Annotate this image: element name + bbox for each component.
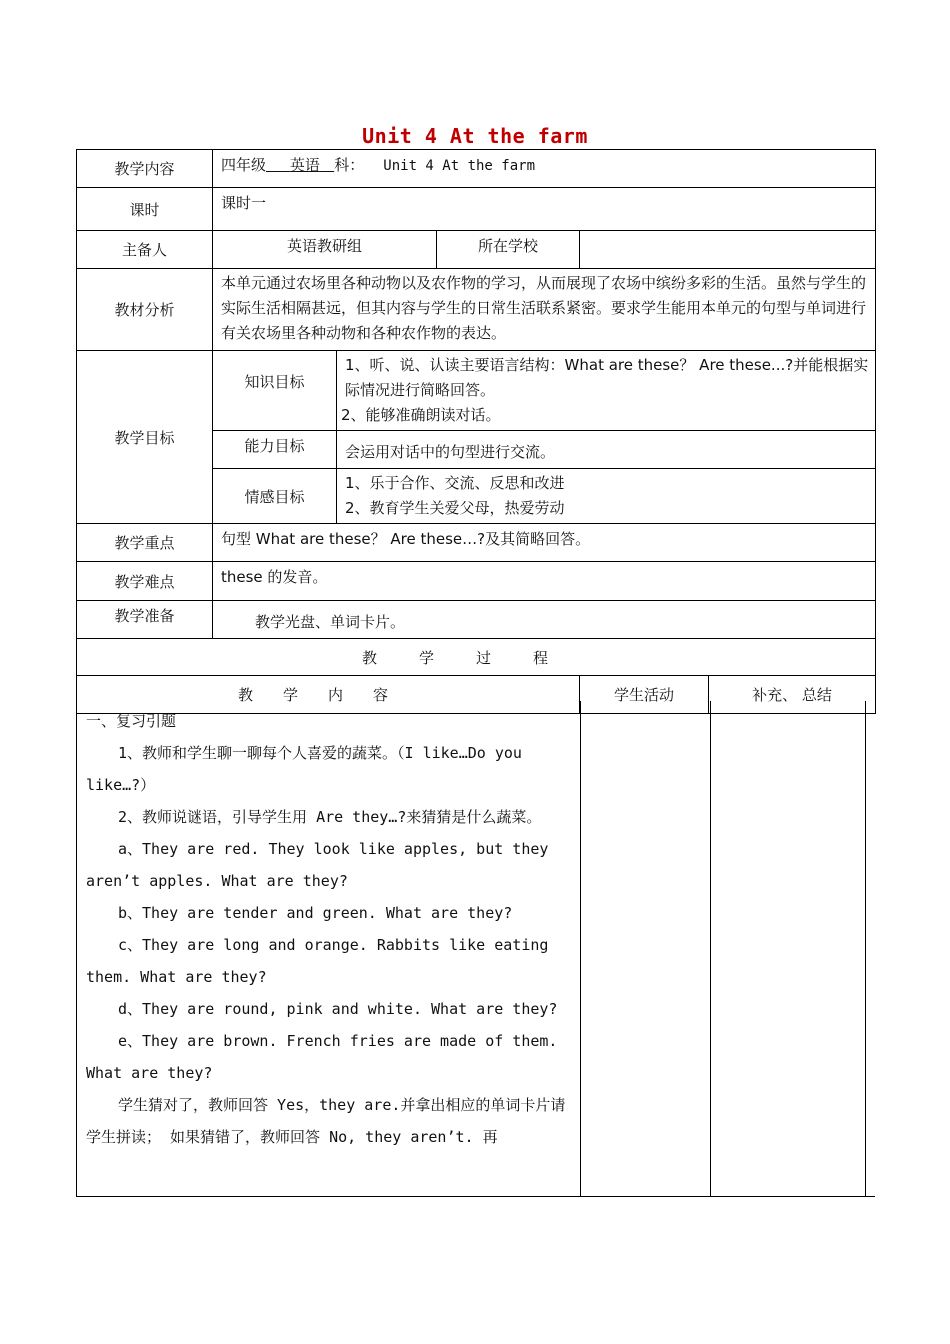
step-1: 1、教师和学生聊一聊每个人喜爱的蔬菜。（I like…Do you like…?） <box>86 744 522 794</box>
preparer-value: 英语教研组 <box>213 231 437 269</box>
focus-text: 句型 What are these？ Are these…?及其简略回答。 <box>213 524 876 562</box>
row-prep <box>77 601 876 639</box>
analysis-text: 本单元通过农场里各种动物以及农作物的学习，从而展现了农场中缤纷多彩的生活。虽然与学生的实际生活相隔甚远，但其内容与学生的日常生活联系紧密。要求学生能用本单元的句型与单词进行有关农场里各种动物和各种农作物的表达。 <box>213 269 876 351</box>
preparer-label: 主备人 <box>77 231 213 269</box>
col-activity-header: 学生活动 <box>580 676 709 714</box>
riddle-b: b、They are tender and green. What are they? <box>118 904 513 922</box>
process-header: 教学过程 <box>77 639 876 676</box>
row-knowledge <box>77 351 876 431</box>
ability-value: 会运用对话中的句型进行交流。 <box>337 431 876 469</box>
subject-text: 英语 <box>289 156 320 174</box>
period-label: 课时 <box>77 188 213 231</box>
content-label: 教学内容 <box>77 150 213 188</box>
knowledge-value <box>337 351 876 431</box>
riddle-e: e、They are brown. French fries are made of them. What are they? <box>86 1032 558 1082</box>
riddle-d: d、They are round, pink and white. What are they? <box>118 1000 558 1018</box>
col-summary-header: 补充、 总结 <box>709 676 876 714</box>
lesson-plan-table <box>76 149 876 714</box>
process-content <box>86 705 574 1153</box>
process-body <box>76 701 866 1197</box>
goals-label: 教学目标 <box>77 351 213 524</box>
row-analysis <box>77 269 876 351</box>
knowledge-item-1: 1、听、说、认读主要语言结构：What are these？ Are these...?并能根据实际情况进行简略回答。 <box>345 356 869 399</box>
row-preparer <box>77 231 876 269</box>
step-2: 2、教师说谜语，引导学生用 Are they…?来猜猜是什么蔬菜。 <box>118 808 542 826</box>
period-value: 课时一 <box>213 188 876 231</box>
difficulty-label: 教学难点 <box>77 562 213 601</box>
knowledge-label: 知识目标 <box>213 351 337 431</box>
difficulty-text: these 的发音。 <box>213 562 876 601</box>
page-title: Unit 4 At the farm <box>362 124 588 148</box>
step-3: 学生猜对了，教师回答 Yes，they are.并拿出相应的单词卡片请学生拼读； 如果猜错了，教师回答 No, they aren’t. 再 <box>86 1096 566 1146</box>
row-process-header <box>77 639 876 676</box>
analysis-label: 教材分析 <box>77 269 213 351</box>
school-value <box>580 231 876 269</box>
riddle-a: a、They are red. They look like apples, but they aren’t apples. What are they? <box>86 840 549 890</box>
row-content <box>77 150 876 188</box>
row-period <box>77 188 876 231</box>
prep-label: 教学准备 <box>77 601 213 639</box>
riddle-c: c、They are long and orange. Rabbits like eating them. What are they? <box>86 936 549 986</box>
emotion-label: 情感目标 <box>213 469 337 524</box>
subject-suffix: 科： <box>334 156 365 174</box>
prep-text: 教学光盘、单词卡片。 <box>213 601 876 639</box>
content-value <box>213 150 876 188</box>
focus-label: 教学重点 <box>77 524 213 562</box>
emotion-value <box>337 469 876 524</box>
grade-text: 四年级 <box>221 156 267 174</box>
student-activity-column <box>581 701 711 1196</box>
row-difficulty <box>77 562 876 601</box>
emotion-item-1: 1、乐于合作、交流、反思和改进 <box>345 474 565 492</box>
col-content-header: 教学内容 <box>77 676 580 714</box>
emotion-item-2: 2、教育学生关爱父母，热爱劳动 <box>345 499 565 517</box>
process-content-column <box>77 701 581 1196</box>
section-heading: 一、复习引题 <box>86 712 177 730</box>
unit-text: Unit 4 At the farm <box>383 158 535 174</box>
school-label: 所在学校 <box>437 231 580 269</box>
row-focus <box>77 524 876 562</box>
knowledge-item-2: 2、能够准确朗读对话。 <box>341 406 501 424</box>
table-end-line <box>864 1196 875 1197</box>
ability-label: 能力目标 <box>213 431 337 469</box>
